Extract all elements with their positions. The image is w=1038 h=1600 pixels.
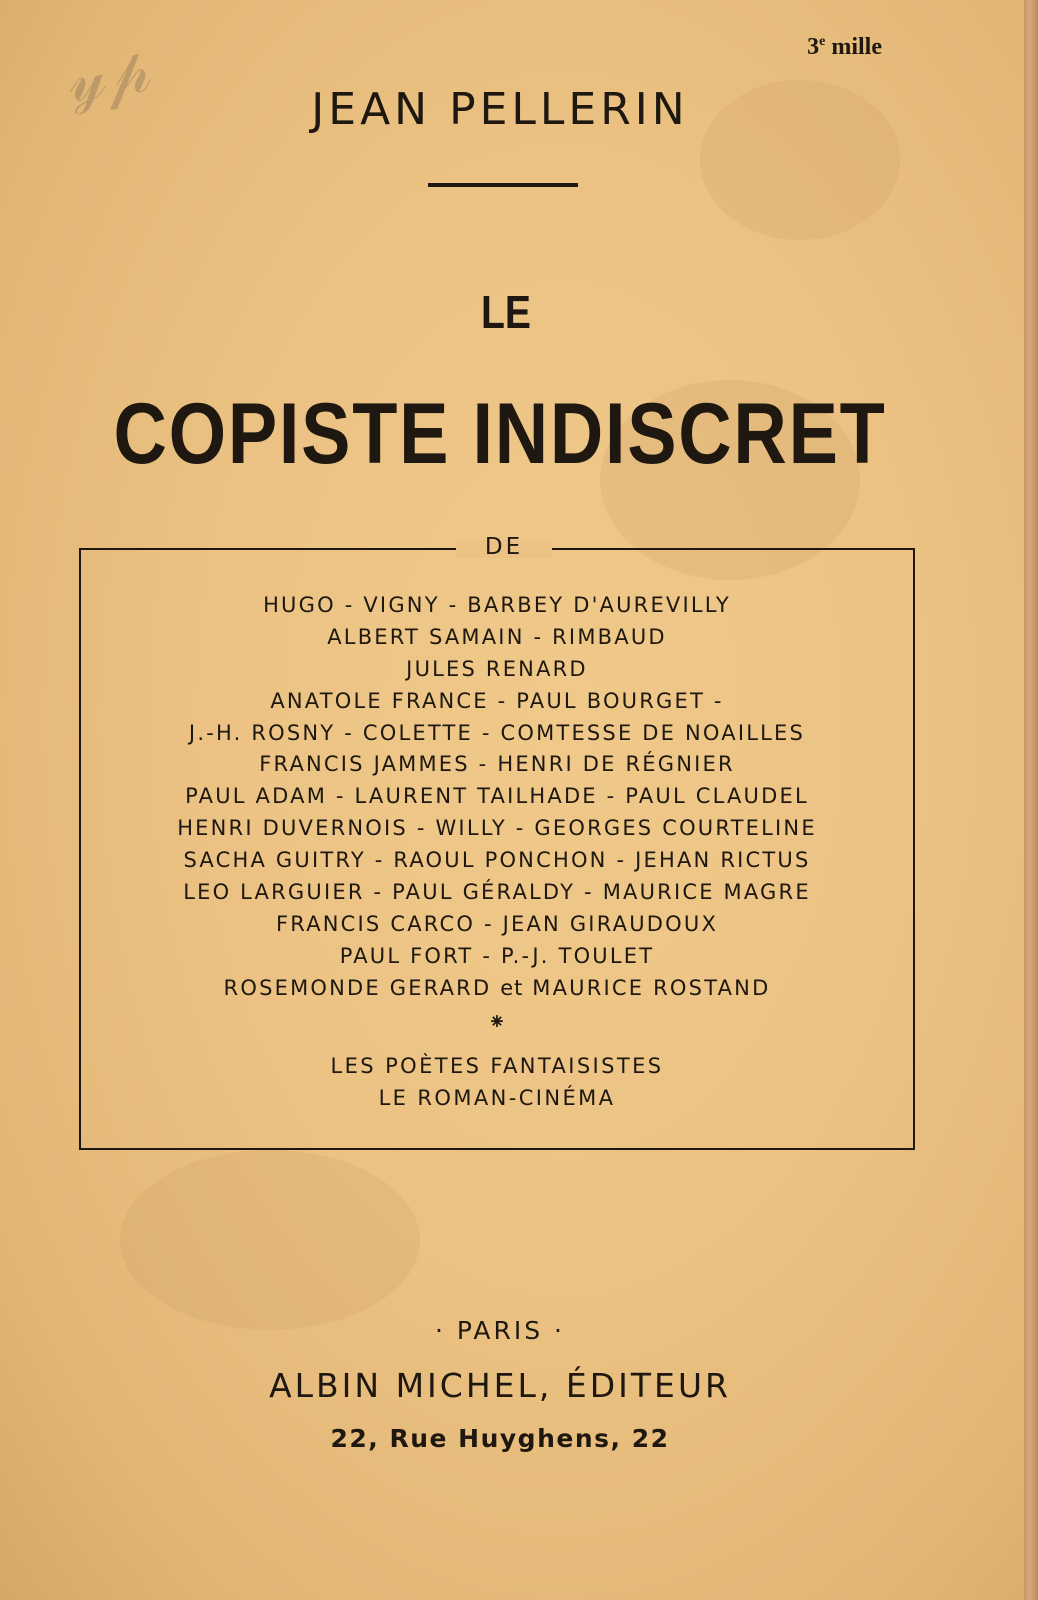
publisher-name: ALBIN MICHEL, ÉDITEUR: [269, 1366, 731, 1405]
contributors-line: FRANCIS JAMMES - HENRI DE RÉGNIER: [259, 752, 735, 777]
title-article: LE: [481, 286, 531, 338]
contributors-line: FRANCIS CARCO - JEAN GIRAUDOUX: [275, 911, 719, 936]
contributors-line: LEO LARGUIER - PAUL GÉRALDY - MAURICE MAGRE: [183, 880, 811, 905]
contributors-line: PAUL ADAM - LAURENT TAILHADE - PAUL CLAUDEL: [185, 784, 809, 809]
ornament-icon: ⁕: [487, 1010, 507, 1035]
pencil-mark: 𝓎𝓅: [63, 32, 156, 118]
contributors-line: ALBERT SAMAIN - RIMBAUD: [327, 624, 667, 649]
section-line: LES POÈTES FANTAISISTES: [330, 1054, 664, 1078]
publisher-city: · PARIS ·: [435, 1316, 565, 1345]
page-edge: [1024, 0, 1038, 1600]
section-line: LE ROMAN-CINÉMA: [378, 1086, 616, 1110]
section-list: [79, 1050, 915, 1114]
contributors-line: PAUL FORT - P.-J. TOULET: [339, 943, 655, 968]
book-title: COPISTE INDISCRET: [113, 386, 887, 482]
title-rule: [428, 183, 578, 187]
paper-stain: [120, 1150, 420, 1330]
contributors-line: HUGO - VIGNY - BARBEY D'AUREVILLY: [263, 593, 731, 617]
author-name: JEAN PELLERIN: [311, 84, 689, 135]
publisher-address: 22, Rue Huyghens, 22: [330, 1424, 670, 1453]
contributors-line: HENRI DUVERNOIS - WILLY - GEORGES COURTELINE: [177, 816, 817, 841]
contributors-line: J.-H. ROSNY - COLETTE - COMTESSE DE NOAILLES: [188, 720, 806, 745]
contributors-line: SACHA GUITRY - RAOUL PONCHON - JEHAN RICTUS: [183, 848, 811, 873]
contributors-line: JULES RENARD: [406, 656, 588, 681]
contributors-line-last: ROSEMONDE GERARD et MAURICE ROSTAND: [223, 975, 771, 1000]
print-run-label: 3e mille: [807, 34, 882, 60]
contributors-list: [79, 590, 915, 1005]
de-label: DE: [484, 534, 524, 560]
contributors-line: ANATOLE FRANCE - PAUL BOURGET -: [270, 688, 724, 713]
